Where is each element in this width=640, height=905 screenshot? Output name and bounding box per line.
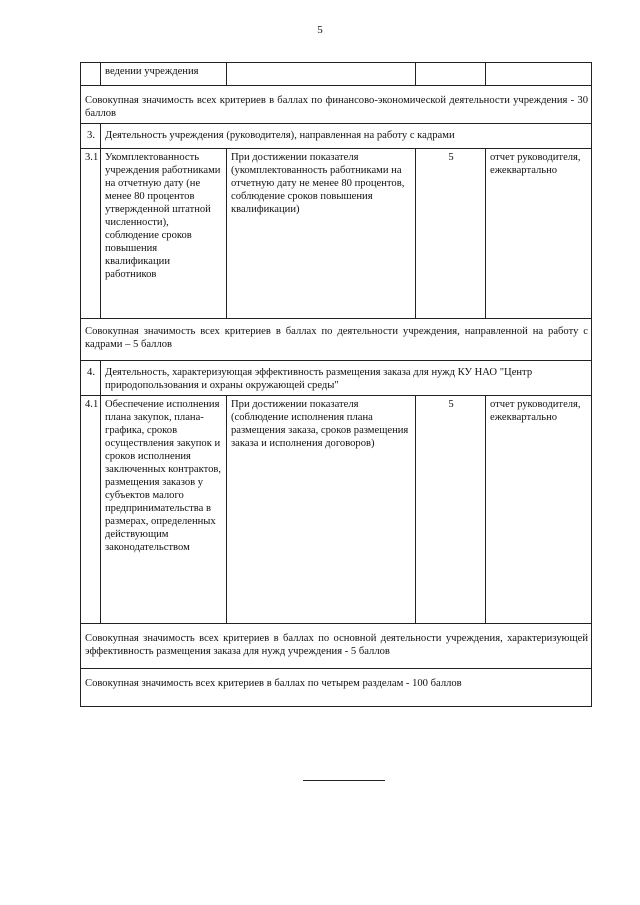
points-cell <box>416 63 486 86</box>
page-number: 5 <box>317 24 323 36</box>
criteria-table <box>80 62 592 707</box>
total-all-row <box>81 669 592 707</box>
total-all-text: Совокупная значимость всех критериев в баллах по четырем разделам - 100 баллов <box>81 669 592 707</box>
total-finance-text: Совокупная значимость всех критериев в баллах по финансово-экономической деятельности учреждения - 30 баллов <box>81 86 592 124</box>
condition-cell: При достижении показателя (соблюдение исполнения плана размещения заказа, сроков размещения заказа и исполнения договоров) <box>227 396 416 624</box>
points-cell: 5 <box>416 149 486 319</box>
section-3-title: Деятельность учреждения (руководителя), направленная на работу с кадрами <box>101 124 592 149</box>
report-cell <box>486 63 592 86</box>
total-staff-text: Совокупная значимость всех критериев в баллах по деятельности учреждения, направленной на работу с кадрами – 5 баллов <box>81 319 592 361</box>
report-cell: отчет руководителя, ежеквартально <box>486 149 592 319</box>
section-4-number: 4. <box>81 361 101 396</box>
section-3-row <box>81 124 592 149</box>
table-row-4-1 <box>81 396 592 624</box>
table-row-continued <box>81 63 592 86</box>
row-number-cell <box>81 63 101 86</box>
row-number-cell: 3.1 <box>81 149 101 319</box>
row-number-cell: 4.1 <box>81 396 101 624</box>
criterion-name-cell: Укомплектованность учреждения работниками на отчетную дату (не менее 80 процентов утвержденной штатной численности), соблюдение сроков повышения квалификации работников <box>101 149 227 319</box>
condition-cell <box>227 63 416 86</box>
condition-cell: При достижении показателя (укомплектованность работниками на отчетную дату не менее 80 процентов, соблюдение сроков повышения квалификации) <box>227 149 416 319</box>
section-3-number: 3. <box>81 124 101 149</box>
points-cell: 5 <box>416 396 486 624</box>
section-4-row <box>81 361 592 396</box>
total-orders-text: Совокупная значимость всех критериев в баллах по основной деятельности учреждения, характеризующей эффективность размещения заказа для нужд учреждения - 5 баллов <box>81 624 592 669</box>
report-cell: отчет руководителя, ежеквартально <box>486 396 592 624</box>
total-orders-row <box>81 624 592 669</box>
table-row-3-1 <box>81 149 592 319</box>
criterion-name-cell: ведении учреждения <box>101 63 227 86</box>
section-4-title: Деятельность, характеризующая эффективность размещения заказа для нужд КУ НАО "Центр природопользования и охраны окружающей среды" <box>101 361 592 396</box>
footer-divider <box>303 780 385 781</box>
criterion-name-cell: Обеспечение исполнения плана закупок, плана-графика, сроков осуществления закупок и сроков исполнения заключенных контрактов, размещения заказов у субъектов малого предпринимательства в размерах, определенных действующим законодательством <box>101 396 227 624</box>
total-finance-row <box>81 86 592 124</box>
total-staff-row <box>81 319 592 361</box>
